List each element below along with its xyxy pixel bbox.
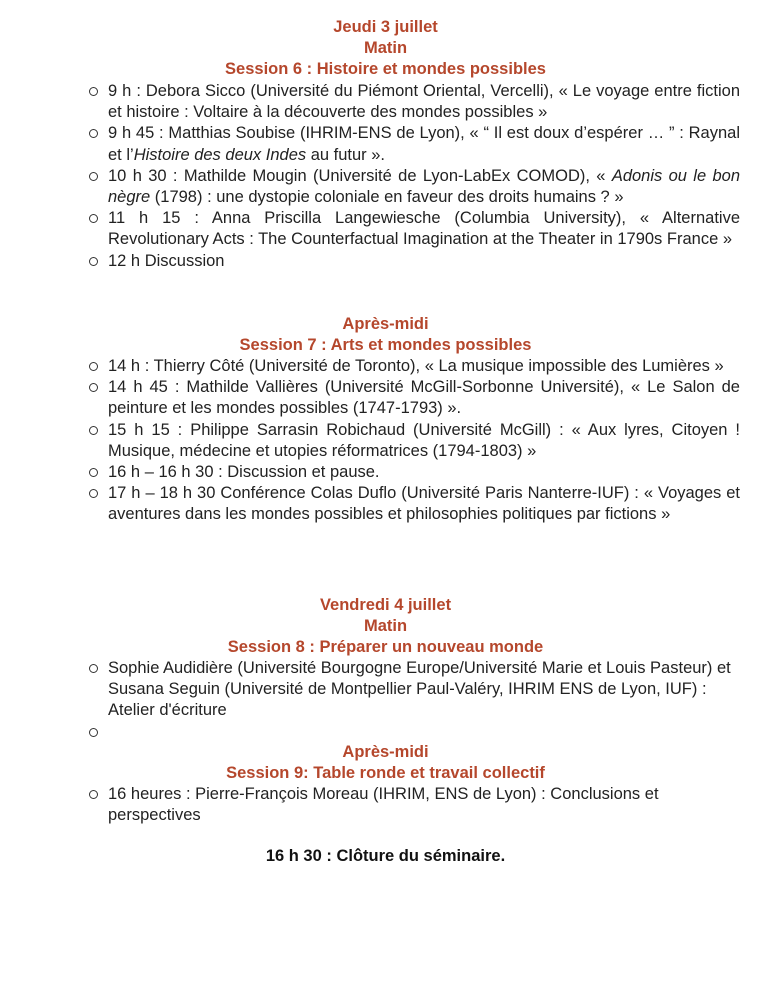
empty-list-item	[108, 722, 740, 743]
list-item: 10 h 30 : Mathilde Mougin (Université de Lyon-LabEx COMOD), « Adonis ou le bon nègre (1798) : une dystopie coloniale en faveur des droits humains ? »	[108, 166, 740, 208]
list-item: Sophie Audidière (Université Bourgogne Europe/Université Marie et Louis Pasteur) et Susana Seguin (Université de Montpellier Paul-Valéry, IHRIM ENS de Lyon, IUF) : Atelier d'écriture	[108, 658, 740, 722]
session-9-title: Session 9: Table ronde et travail collectif	[226, 764, 545, 782]
session-7-title: Session 7 : Arts et mondes possibles	[239, 336, 532, 354]
book-title: Adonis ou le bon nègre	[108, 166, 740, 207]
morning-heading: Matin	[363, 39, 408, 57]
day-heading-jeudi: Jeudi 3 juillet	[333, 18, 438, 36]
session-7-list	[108, 356, 740, 526]
session-9-list	[108, 784, 740, 826]
morning-heading: Matin	[363, 617, 408, 635]
list-item: 12 h Discussion	[108, 251, 740, 272]
day-heading-vendredi: Vendredi 4 juillet	[319, 596, 452, 614]
list-item: 15 h 15 : Philippe Sarrasin Robichaud (Université McGill) : « Aux lyres, Citoyen ! Musique, médecine et utopies réformatrices (1794-1803) »	[108, 420, 740, 462]
list-item: 11 h 15 : Anna Priscilla Langewiesche (Columbia University), « Alternative Revolutionary Acts : The Counterfactual Imagination at the Theater in 1790s France »	[108, 208, 740, 250]
closing-line: 16 h 30 : Clôture du séminaire.	[265, 847, 506, 865]
list-item: 9 h 45 : Matthias Soubise (IHRIM-ENS de Lyon), « “ Il est doux d’espérer … ” : Raynal et l’Histoire des deux Indes au futur ».	[108, 123, 740, 165]
afternoon-heading: Après-midi	[342, 743, 429, 761]
list-item: 16 heures : Pierre-François Moreau (IHRIM, ENS de Lyon) : Conclusions et perspectives	[108, 784, 740, 826]
session-6-title: Session 6 : Histoire et mondes possibles	[225, 60, 546, 78]
session-6-list	[108, 81, 740, 272]
list-item: 16 h – 16 h 30 : Discussion et pause.	[108, 462, 740, 483]
list-item: 9 h : Debora Sicco (Université du Piémont Oriental, Vercelli), « Le voyage entre fiction et histoire : Voltaire à la découverte des mondes possibles »	[108, 81, 740, 123]
list-item: 14 h 45 : Mathilde Vallières (Université McGill-Sorbonne Université), « Le Salon de peinture et les mondes possibles (1747-1793) ».	[108, 377, 740, 419]
session-8-title: Session 8 : Préparer un nouveau monde	[227, 638, 544, 656]
book-title: Histoire des deux Indes	[133, 145, 307, 164]
session-8-list	[108, 658, 740, 743]
list-item: 17 h – 18 h 30 Conférence Colas Duflo (Université Paris Nanterre-IUF) : « Voyages et aventures dans les mondes possibles et philosophies politiques par fictions »	[108, 483, 740, 525]
afternoon-heading: Après-midi	[342, 315, 429, 333]
list-item: 14 h : Thierry Côté (Université de Toronto), « La musique impossible des Lumières »	[108, 356, 740, 377]
